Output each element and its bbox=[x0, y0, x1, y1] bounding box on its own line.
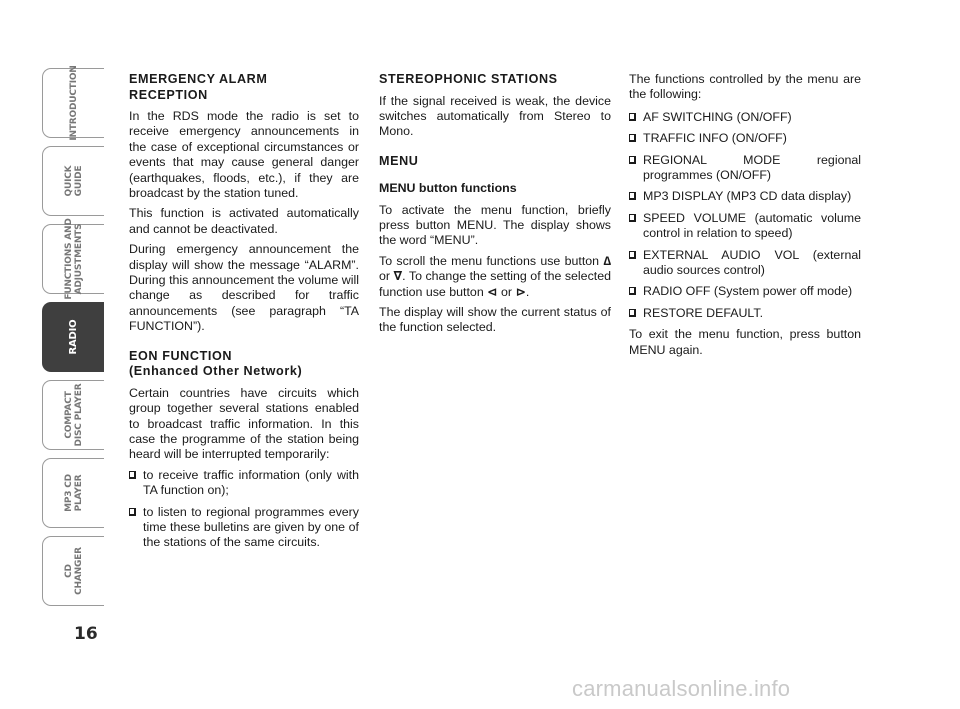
column-2 bbox=[379, 72, 611, 341]
list-item: to listen to regional programmes every time these bulletins are given by one of the stations of the same circuits. bbox=[129, 505, 359, 551]
checkbox-bullet-icon bbox=[129, 471, 136, 479]
heading-menu-button-functions: MENU button functions bbox=[379, 181, 517, 196]
watermark: carmanualsonline.info bbox=[572, 676, 791, 701]
paragraph: If the signal received is weak, the device switches automatically from Stereo to Mono. bbox=[379, 93, 611, 139]
heading-stereophonic-stations: STEREOPHONIC STATIONS bbox=[379, 72, 558, 86]
tab-mp3-cd-player[interactable] bbox=[42, 458, 104, 528]
tab-label: RADIO bbox=[67, 319, 79, 355]
paragraph: The functions controlled by the menu are the following: bbox=[629, 72, 861, 102]
paragraph: In the RDS mode the radio is set to receive emergency announcements in the case of exceptional circumstances or events that may cause general danger (earthquakes, floods, etc.), if they are broadcast by the station tuned. bbox=[129, 109, 359, 201]
paragraph-scroll-instructions: To scroll the menu functions use button ∆ or ∇. To change the setting of the selected function use button ⊲ or ⊳. bbox=[379, 253, 611, 299]
paragraph: Certain countries have circuits which group together several stations enabled to broadcast traffic information. In this case the programme of the station being heard will be interrupted temporarily: bbox=[129, 385, 359, 462]
checkbox-bullet-icon bbox=[629, 113, 636, 121]
tab-label: FUNCTIONS AND ADJUSTMENTS bbox=[63, 218, 84, 300]
tab-introduction[interactable] bbox=[42, 65, 104, 141]
checkbox-bullet-icon bbox=[129, 508, 136, 516]
tab-label: MP3 CD PLAYER bbox=[63, 474, 84, 512]
page-number: 16 bbox=[74, 624, 98, 644]
paragraph: To activate the menu function, briefly press button MENU. The display shows the word “MENU”. bbox=[379, 202, 611, 248]
list-item: MP3 DISPLAY (MP3 CD data display) bbox=[629, 189, 861, 204]
tab-radio[interactable] bbox=[42, 302, 104, 372]
checkbox-bullet-icon bbox=[629, 309, 636, 317]
heading-emergency-alarm: EMERGENCY ALARM RECEPTION bbox=[129, 72, 268, 102]
checkbox-bullet-icon bbox=[629, 134, 636, 142]
list-item: AF SWITCHING (ON/OFF) bbox=[629, 110, 861, 125]
list-item: RADIO OFF (System power off mode) bbox=[629, 284, 861, 299]
up-arrow-icon: ∆ bbox=[603, 253, 611, 268]
paragraph: During emergency announcement the display will show the message “ALARM”. During this announcement the volume will change as described for traffic announcements (see paragraph “TA FUNCTION”). bbox=[129, 242, 359, 334]
right-arrow-icon: ⊳ bbox=[515, 284, 526, 299]
checkbox-bullet-icon bbox=[629, 214, 636, 222]
paragraph: The display will show the current status of the function selected. bbox=[379, 305, 611, 335]
left-arrow-icon: ⊲ bbox=[487, 284, 498, 299]
list-item: SPEED VOLUME (automatic volume control in relation to speed) bbox=[629, 211, 861, 242]
tab-label: COMPACT DISC PLAYER bbox=[63, 383, 84, 447]
list-item: REGIONAL MODE regional programmes (ON/OFF) bbox=[629, 153, 861, 184]
down-arrow-icon: ∇ bbox=[393, 269, 403, 284]
tab-label: QUICK GUIDE bbox=[63, 165, 84, 197]
heading-menu: MENU bbox=[379, 153, 419, 168]
tab-quick-guide[interactable] bbox=[42, 146, 104, 216]
heading-eon-function: EON FUNCTION (Enhanced Other Network) bbox=[129, 348, 303, 379]
tab-compact-disc-player[interactable] bbox=[42, 380, 104, 450]
tab-label: INTRODUCTION bbox=[68, 65, 79, 141]
list-item: RESTORE DEFAULT. bbox=[629, 306, 861, 321]
chapter-tabs bbox=[42, 65, 104, 614]
tab-functions-and-adjustments[interactable] bbox=[42, 218, 104, 300]
checkbox-bullet-icon bbox=[629, 251, 636, 259]
list-item: TRAFFIC INFO (ON/OFF) bbox=[629, 131, 861, 146]
paragraph: To exit the menu function, press button MENU again. bbox=[629, 327, 861, 357]
list-item: to receive traffic information (only with TA function on); bbox=[129, 468, 359, 499]
checkbox-bullet-icon bbox=[629, 156, 636, 164]
tab-label: CD CHANGER bbox=[63, 547, 84, 595]
tab-cd-changer[interactable] bbox=[42, 536, 104, 606]
column-3 bbox=[629, 72, 861, 363]
list-item: EXTERNAL AUDIO VOL (external audio sources control) bbox=[629, 248, 861, 279]
checkbox-bullet-icon bbox=[629, 287, 636, 295]
column-1 bbox=[129, 72, 359, 557]
checkbox-bullet-icon bbox=[629, 192, 636, 200]
paragraph: This function is activated automatically and cannot be deactivated. bbox=[129, 206, 359, 236]
